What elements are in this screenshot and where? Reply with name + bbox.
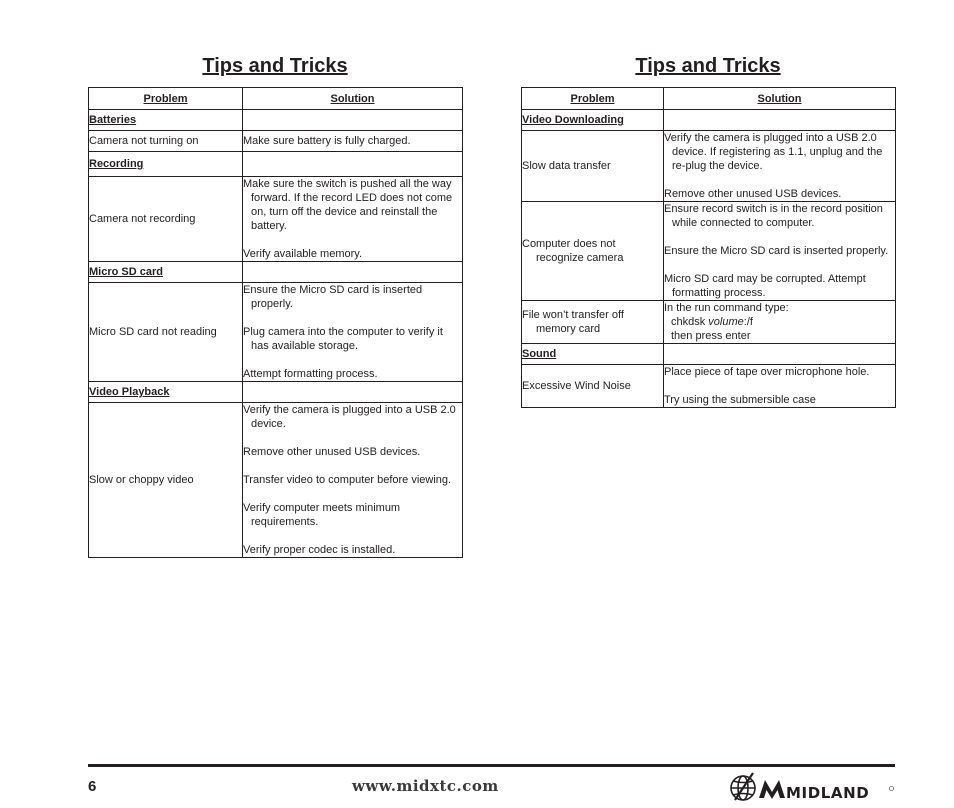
solution-item: Transfer video to computer before viewing. <box>243 474 452 486</box>
table-row <box>522 301 896 344</box>
solution-item: Remove other unused USB devices. <box>664 188 842 200</box>
page-number: 6 <box>88 778 97 795</box>
solution-item: Ensure the Micro SD card is inserted properly. <box>243 284 423 310</box>
solution-header: Solution <box>664 88 896 110</box>
table-row <box>89 403 463 558</box>
problem-header: Problem <box>89 88 243 110</box>
solution-cell <box>664 202 896 301</box>
solution-item: Place piece of tape over microphone hole. <box>664 366 870 378</box>
solution-cell <box>243 131 463 152</box>
problem-cell: Computer does not recognize camera <box>522 202 664 301</box>
problem-cell: File won’t transfer off memory card <box>522 301 664 344</box>
problem-cell: Slow or choppy video <box>89 403 243 558</box>
solution-item: Micro SD card may be corrupted. Attempt formatting process. <box>664 273 866 299</box>
run-command-then: then press enter <box>671 330 751 342</box>
left-page-title: Tips and Tricks <box>202 55 348 77</box>
solution-item: Ensure record switch is in the record position while connected to computer. <box>664 203 883 229</box>
solution-item: Verify available memory. <box>243 248 363 260</box>
solution-item: Attempt formatting process. <box>243 368 378 380</box>
table-row <box>89 177 463 262</box>
solution-item: Remove other unused USB devices. <box>243 446 421 458</box>
run-command: chkdsk volume:/f <box>671 316 753 328</box>
solution-cell <box>243 283 463 382</box>
table-row <box>522 131 896 202</box>
solution-item: Verify the camera is plugged into a USB 2.0 device. If registering as 1.1, unplug and the re-plug the device. <box>664 132 883 172</box>
logo-wordmark: MIDLAND <box>786 784 870 802</box>
footer-rule <box>88 764 895 767</box>
solution-cell <box>664 365 896 408</box>
table-row <box>522 365 896 408</box>
table-row <box>89 283 463 382</box>
section-video-playback: Video Playback <box>89 382 243 403</box>
problem-cell: Micro SD card not reading <box>89 283 243 382</box>
solution-item: Try using the submersible case <box>664 394 816 406</box>
right-tips-table <box>521 87 896 408</box>
problem-cell: Slow data transfer <box>522 131 664 202</box>
section-micro-sd: Micro SD card <box>89 262 243 283</box>
solution-item: Verify the camera is plugged into a USB 2.0 device. <box>243 404 456 430</box>
table-row <box>89 131 463 152</box>
section-batteries: Batteries <box>89 110 243 131</box>
section-sound: Sound <box>522 344 664 365</box>
solution-item: Make sure the switch is pushed all the way forward. If the record LED does not come on, turn off the device and reinstall the battery. <box>243 178 453 232</box>
solution-cell <box>664 301 896 344</box>
solution-header: Solution <box>243 88 463 110</box>
run-command-intro: In the run command type: <box>664 302 789 314</box>
problem-cell: Camera not turning on <box>89 131 243 152</box>
solution-item: Ensure the Micro SD card is inserted properly. <box>664 245 889 257</box>
solution-cell <box>664 131 896 202</box>
left-tips-table <box>88 87 463 558</box>
problem-header: Problem <box>522 88 664 110</box>
logo-m-mark <box>759 780 785 799</box>
problem-cell: Excessive Wind Noise <box>522 365 664 408</box>
midland-logo <box>729 770 895 804</box>
right-page-title: Tips and Tricks <box>635 55 781 77</box>
table-row <box>522 202 896 301</box>
section-video-downloading: Video Downloading <box>522 110 664 131</box>
section-recording: Recording <box>89 152 243 177</box>
solution-cell <box>243 177 463 262</box>
globe-icon <box>731 773 755 800</box>
solution-item: Verify computer meets minimum requirements. <box>243 502 401 528</box>
footer-url: www.midxtc.com <box>352 777 499 795</box>
registered-mark-icon <box>890 787 894 791</box>
problem-cell: Camera not recording <box>89 177 243 262</box>
solution-item: Make sure battery is fully charged. <box>243 135 411 147</box>
solution-item: Plug camera into the computer to verify it has available storage. <box>243 326 443 352</box>
solution-item: Verify proper codec is installed. <box>243 544 396 556</box>
solution-cell <box>243 403 463 558</box>
